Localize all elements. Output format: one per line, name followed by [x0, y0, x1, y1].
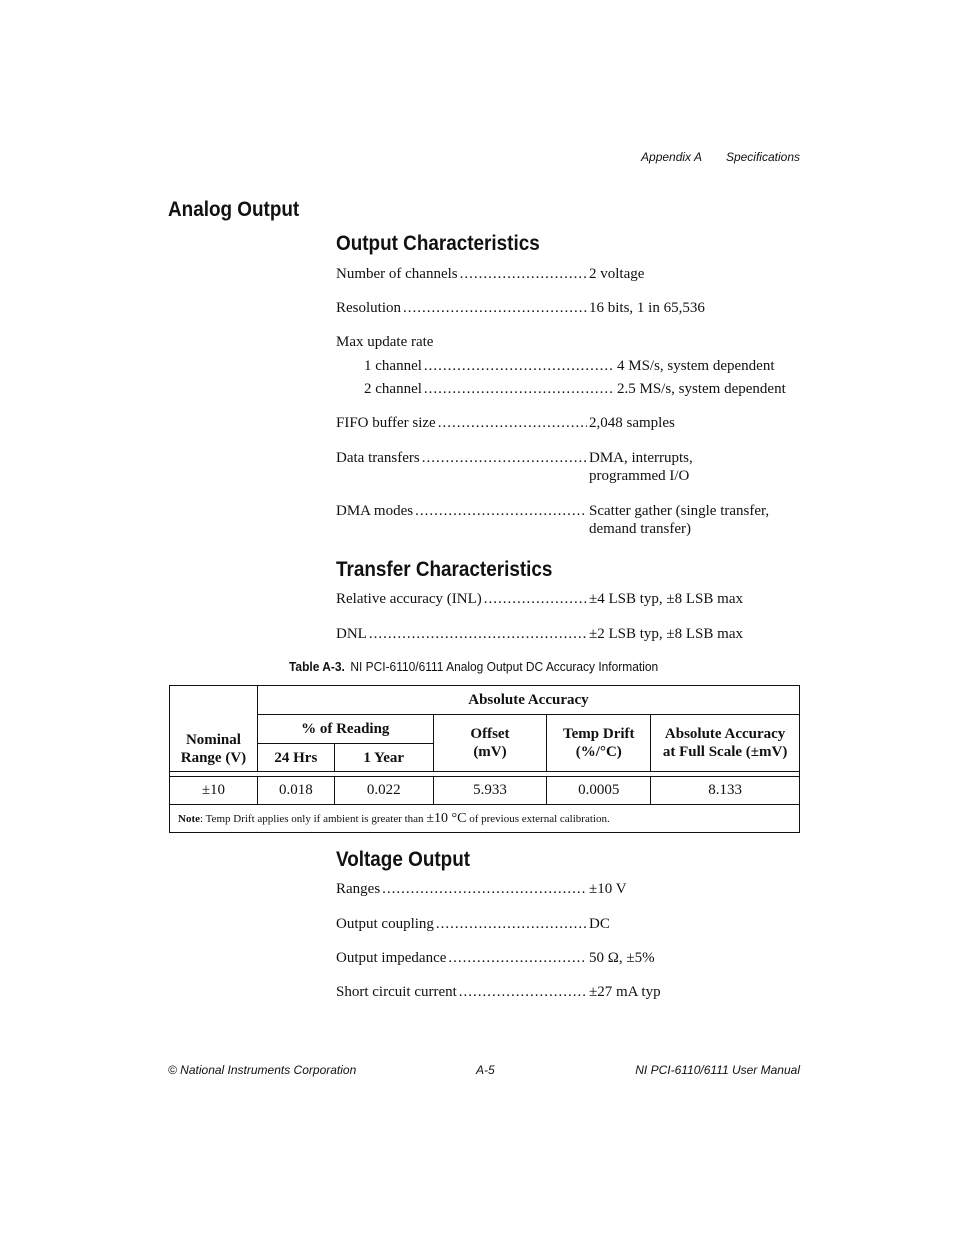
note-text: : Temp Drift applies only if ambient is greater than: [200, 812, 427, 825]
running-head: [641, 150, 800, 164]
spec-fifo: [336, 414, 800, 432]
spec-output-impedance: [336, 949, 800, 967]
spec-value: 2 voltage: [589, 266, 645, 282]
leader-dots: [382, 880, 587, 898]
spec-value-line: DMA, interrupts,: [589, 450, 693, 466]
spec-label: Number of channels: [336, 266, 458, 282]
header-text: Offset: [470, 726, 510, 742]
spec-two-channel: [336, 380, 800, 398]
table-note: [170, 805, 800, 833]
spec-label: Ranges: [336, 881, 381, 897]
footer-page-number: A-5: [476, 1063, 495, 1077]
running-head-title: Specifications: [725, 150, 800, 164]
spec-value: ±27 mA typ: [589, 984, 661, 1000]
header-pct-reading: % of Reading: [257, 715, 433, 744]
cell-range: ±10: [170, 777, 258, 805]
spec-output-coupling: [336, 915, 800, 933]
header-24hrs: 24 Hrs: [257, 744, 334, 772]
note-text-end: of previous external calibration.: [466, 812, 610, 825]
leader-dots: [422, 449, 587, 467]
header-nominal-range: [170, 686, 258, 772]
leader-dots: [459, 983, 587, 1001]
header-temp-drift: [547, 715, 651, 772]
spec-label: Output coupling: [336, 916, 434, 932]
spec-value: 16 bits, 1 in 65,536: [589, 300, 705, 316]
spec-label: Relative accuracy (INL): [336, 591, 482, 607]
leader-dots: [415, 502, 587, 520]
leader-dots: [436, 915, 587, 933]
spec-value: ±4 LSB typ, ±8 LSB max: [589, 591, 743, 607]
spec-value: 4 MS/s, system dependent: [617, 358, 775, 374]
spec-value-line: programmed I/O: [589, 468, 690, 484]
header-text: Absolute Accuracy: [664, 726, 786, 742]
header-text: Nominal: [185, 732, 241, 748]
cell-1year: 0.022: [334, 777, 433, 805]
spec-max-update-rate: [336, 333, 800, 351]
leader-dots: [448, 949, 587, 967]
section-title: Analog Output: [168, 198, 300, 221]
spec-label: Data transfers: [336, 450, 420, 466]
header-absolute-accuracy: Absolute Accuracy: [257, 686, 799, 715]
spec-resolution: [336, 299, 800, 317]
spec-label: 2 channel: [364, 381, 422, 397]
spec-value: 2,048 samples: [589, 415, 675, 431]
spec-value: ±2 LSB typ, ±8 LSB max: [589, 626, 743, 642]
header-text: Range (V): [180, 750, 247, 766]
note-temp: ±10 °C: [426, 810, 467, 826]
footer-left: © National Instruments Corporation: [168, 1063, 357, 1077]
header-text: (mV): [473, 744, 507, 760]
running-head-appendix: Appendix A: [641, 150, 702, 164]
leader-dots: [424, 357, 615, 375]
header-offset: [433, 715, 547, 772]
table-caption: [289, 659, 658, 674]
spec-number-of-channels: [336, 265, 800, 283]
spec-value: [589, 449, 800, 485]
header-text: Temp Drift: [563, 726, 635, 742]
header-1year: 1 Year: [334, 744, 433, 772]
spec-short-circuit: [336, 983, 800, 1001]
cell-offset: 5.933: [433, 777, 547, 805]
accuracy-table: [169, 685, 800, 833]
spec-value: [589, 502, 800, 538]
table-caption-label: Table A-3.: [289, 659, 345, 674]
spec-inl: [336, 590, 800, 608]
table-caption-text: NI PCI-6110/6111 Analog Output DC Accuracy Information: [350, 659, 659, 674]
spec-label: Max update rate: [336, 334, 434, 350]
spec-dma-modes: [336, 502, 800, 538]
output-characteristics-heading: Output Characteristics: [336, 232, 540, 255]
leader-dots: [424, 380, 615, 398]
spec-label: Resolution: [336, 300, 402, 316]
header-abs-full-scale: [651, 715, 800, 772]
spec-label: Short circuit current: [336, 984, 457, 1000]
footer-right: NI PCI-6110/6111 User Manual: [635, 1063, 800, 1077]
note-label: Note: [178, 812, 200, 825]
leader-dots: [438, 414, 587, 432]
header-text: (%/°C): [575, 744, 622, 760]
spec-data-transfers: [336, 449, 800, 485]
spec-one-channel: [336, 357, 800, 375]
voltage-output-heading: Voltage Output: [336, 848, 471, 871]
spec-value-line: demand transfer): [589, 521, 692, 537]
spec-dnl: [336, 625, 800, 643]
cell-abs-fs: 8.133: [651, 777, 800, 805]
spec-label: DNL: [336, 626, 367, 642]
spec-label: FIFO buffer size: [336, 415, 436, 431]
spec-value-line: Scatter gather (single transfer,: [589, 503, 770, 519]
spec-value: 2.5 MS/s, system dependent: [617, 381, 786, 397]
leader-dots: [460, 265, 587, 283]
leader-dots: [484, 590, 587, 608]
spec-value: ±10 V: [589, 881, 627, 897]
spec-value: 50 Ω, ±5%: [589, 950, 655, 966]
spec-label: Output impedance: [336, 950, 447, 966]
spec-label: DMA modes: [336, 503, 414, 519]
table-row: [170, 777, 800, 805]
leader-dots: [403, 299, 587, 317]
cell-drift: 0.0005: [547, 777, 651, 805]
spec-label: 1 channel: [364, 358, 422, 374]
spec-ranges: [336, 880, 800, 898]
cell-24hrs: 0.018: [257, 777, 334, 805]
transfer-characteristics-heading: Transfer Characteristics: [336, 558, 553, 581]
leader-dots: [369, 625, 587, 643]
header-text: at Full Scale (±mV): [662, 744, 788, 760]
spec-value: DC: [589, 916, 610, 932]
